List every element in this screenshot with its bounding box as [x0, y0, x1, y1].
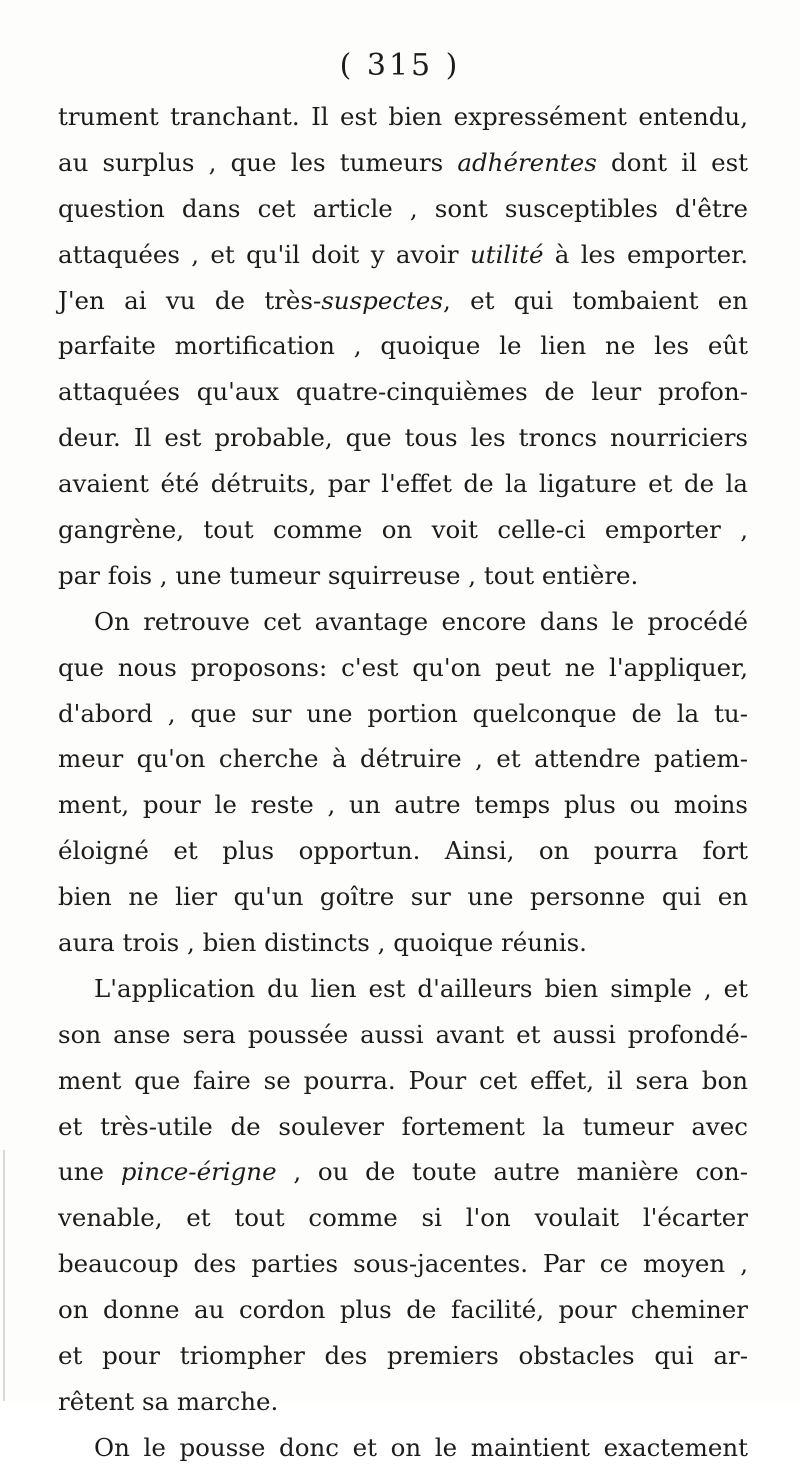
text-run: On le pousse donc et on le maintient exactement	[94, 1432, 748, 1462]
text-line	[58, 782, 748, 828]
text-line	[58, 1287, 748, 1333]
text-line	[58, 323, 748, 369]
text-run: avaient été détruits, par l'effet de la ligature et de la	[58, 469, 748, 499]
text-line	[58, 599, 748, 645]
text-line	[58, 736, 748, 782]
text-line	[58, 278, 748, 324]
text-line	[58, 1058, 748, 1104]
text-line	[58, 507, 748, 553]
text-run: venable, et tout comme si l'on voulait l'écarter	[58, 1203, 748, 1233]
text-run: parfaite mortification , quoique le lien ne les eût	[58, 331, 748, 361]
text-run: J'en ai vu de très-	[58, 285, 322, 315]
text-line	[58, 553, 748, 599]
text-line	[58, 1104, 748, 1150]
text-run: On retrouve cet avantage encore dans le procédé	[94, 606, 748, 636]
text-line	[58, 1333, 748, 1379]
text-run: on donne au cordon plus de facilité, pour cheminer	[58, 1295, 748, 1325]
text-run: et très-utile de soulever fortement la tumeur avec	[58, 1111, 748, 1141]
text-run: , ou de toute autre manière con-	[276, 1157, 748, 1187]
text-run: question dans cet article , sont susceptibles d'être	[58, 193, 748, 223]
page-number: ( 315 )	[339, 48, 461, 83]
text-run: d'abord , que sur une portion quelconque de la tu-	[58, 698, 748, 728]
text-line	[58, 140, 748, 186]
text-line	[58, 920, 748, 966]
text-run: son anse sera poussée aussi avant et aussi profondé-	[58, 1019, 748, 1049]
text-line	[58, 645, 748, 691]
text-run: par fois , une tumeur squirreuse , tout entière.	[58, 560, 639, 590]
text-line	[58, 1195, 748, 1241]
text-line	[58, 1149, 748, 1195]
text-run: deur. Il est probable, que tous les troncs nourriciers	[58, 423, 748, 453]
text-line	[58, 828, 748, 874]
text-run: aura trois , bien distincts , quoique réunis.	[58, 928, 587, 958]
text-run: à les emporter.	[543, 239, 748, 269]
italic-term: pince-érigne	[120, 1157, 277, 1187]
text-run: une	[58, 1157, 121, 1187]
italic-term: utilité	[469, 239, 544, 269]
text-run: que nous proposons: c'est qu'on peut ne l'appliquer,	[58, 652, 748, 682]
text-line	[58, 186, 748, 232]
text-run: beaucoup des parties sous-jacentes. Par ce moyen ,	[58, 1249, 748, 1279]
text-run: attaquées qu'aux quatre-cinquièmes de leur profon-	[58, 377, 748, 407]
text-run: gangrène, tout comme on voit celle-ci emporter ,	[58, 515, 748, 545]
text-line	[58, 1241, 748, 1287]
text-run: ment, pour le reste , un autre temps plus ou moins	[58, 790, 748, 820]
italic-term: adhérentes	[457, 147, 597, 177]
text-run: , et qui tombaient en	[442, 285, 749, 315]
text-line	[58, 1425, 748, 1471]
text-run: ment que faire se pourra. Pour cet effet, il sera bon	[58, 1065, 748, 1095]
text-line	[58, 966, 748, 1012]
text-run: et pour triompher des premiers obstacles qui ar-	[58, 1341, 748, 1371]
text-run: rêtent sa marche.	[58, 1386, 279, 1416]
italic-term: suspectes	[321, 285, 443, 315]
text-run: trument tranchant. Il est bien expressément entendu,	[58, 102, 748, 131]
text-line	[58, 415, 748, 461]
text-line	[58, 461, 748, 507]
text-line	[58, 369, 748, 415]
text-line	[58, 94, 748, 140]
text-run: dont il est	[596, 147, 748, 177]
text-line	[58, 1012, 748, 1058]
text-run: meur qu'on cherche à détruire , et attendre patiem-	[58, 744, 748, 774]
text-run: L'application du lien est d'ailleurs bien simple , et	[94, 973, 748, 1003]
text-run: éloigné et plus opportun. Ainsi, on pourra fort	[58, 836, 748, 866]
text-line	[58, 1379, 748, 1425]
text-line	[58, 232, 748, 278]
body-text	[58, 94, 748, 1471]
text-line	[58, 691, 748, 737]
text-run: bien ne lier qu'un goître sur une personne qui en	[58, 882, 748, 912]
page-edge-shadow	[3, 1150, 5, 1401]
text-run: au surplus , que les tumeurs	[58, 147, 458, 177]
text-run: attaquées , et qu'il doit y avoir	[58, 239, 470, 269]
text-line	[58, 874, 748, 920]
